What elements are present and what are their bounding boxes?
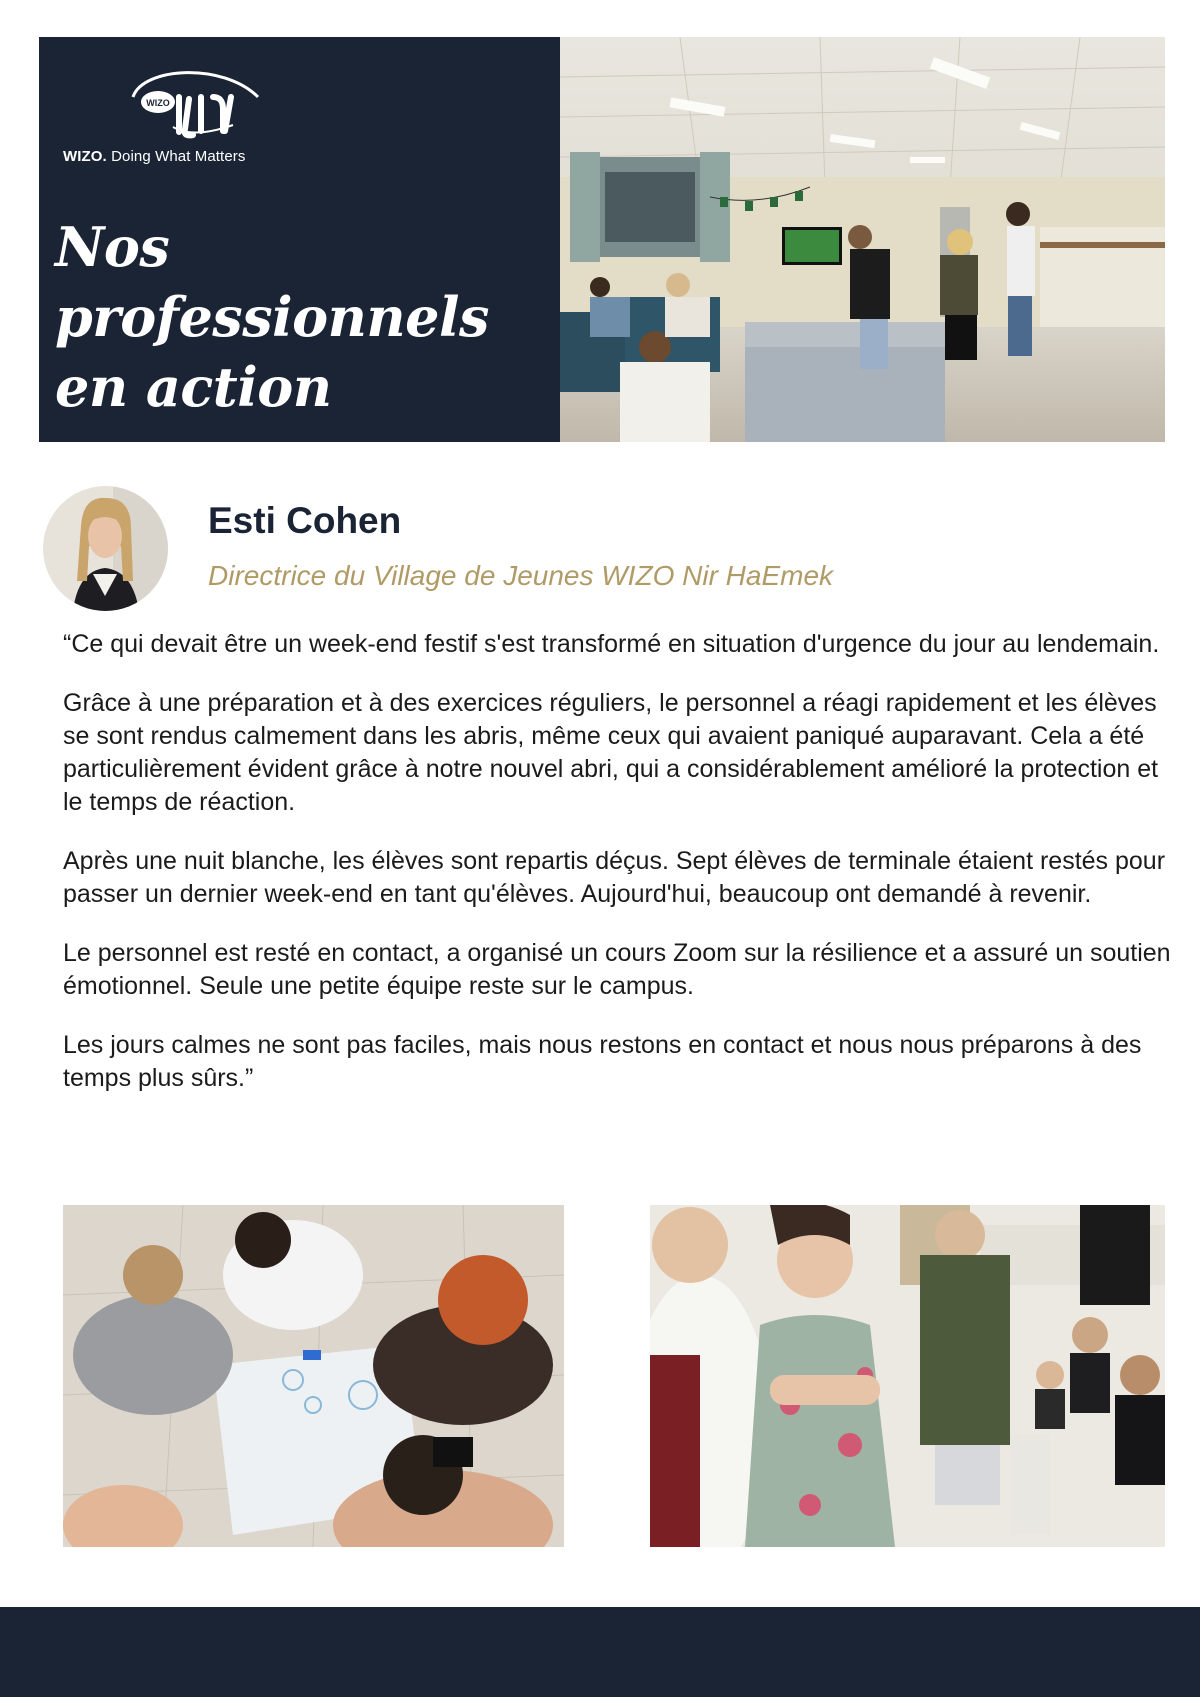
tagline-text: Doing What Matters <box>111 148 246 165</box>
quote-paragraph: Après une nuit blanche, les élèves sont repartis déçus. Sept élèves de terminale étaient restés pour passer un dernier week-end en tant qu'élèves. Aujourd'hui, beaucoup ont demandé à revenir. <box>63 847 1166 908</box>
title-line-1: Nos professionnels <box>55 215 489 349</box>
person-name: Esti Cohen <box>208 500 402 541</box>
avatar <box>43 486 168 611</box>
quote-paragraph: “Ce qui devait être un week-end festif s'est transformé en situation d'urgence du jour au lendemain. <box>63 630 1160 658</box>
page-title <box>55 212 555 422</box>
testimonial-quote <box>63 628 1178 1121</box>
logo-tagline <box>63 148 245 165</box>
header-title-panel <box>39 37 560 442</box>
title-line-2: en action <box>55 355 332 419</box>
quote-paragraph: Le personnel est resté en contact, a organisé un cours Zoom sur la résilience et a assuré un soutien émotionnel. Seule une petite équipe reste sur le campus. <box>63 939 1171 1000</box>
photo-students-drawing <box>63 1205 564 1547</box>
header-photo-common-room <box>560 37 1165 442</box>
quote-paragraph: Les jours calmes ne sont pas faciles, mais nous restons en contact et nous nous préparons à des temps plus sûrs.” <box>63 1031 1142 1092</box>
header-banner <box>39 37 1165 442</box>
tagline-brand: WIZO. <box>63 148 107 165</box>
wizo-logo <box>103 57 263 187</box>
footer-bar <box>0 1607 1200 1697</box>
person-role: Directrice du Village de Jeunes WIZO Nir HaEmek <box>208 560 834 591</box>
quote-paragraph: Grâce à une préparation et à des exercices réguliers, le personnel a réagi rapidement et les élèves se sont rendus calmement dans les abris, même ceux qui avaient paniqué auparavant. Cela a été particulièrement évident grâce à notre nouvel abri, qui a considérablement amélioré la protection et le temps de réaction. <box>63 689 1159 816</box>
speaker-profile <box>43 486 1143 612</box>
logo-mark-text: WIZO <box>146 98 170 108</box>
photo-students-standing <box>650 1205 1165 1547</box>
